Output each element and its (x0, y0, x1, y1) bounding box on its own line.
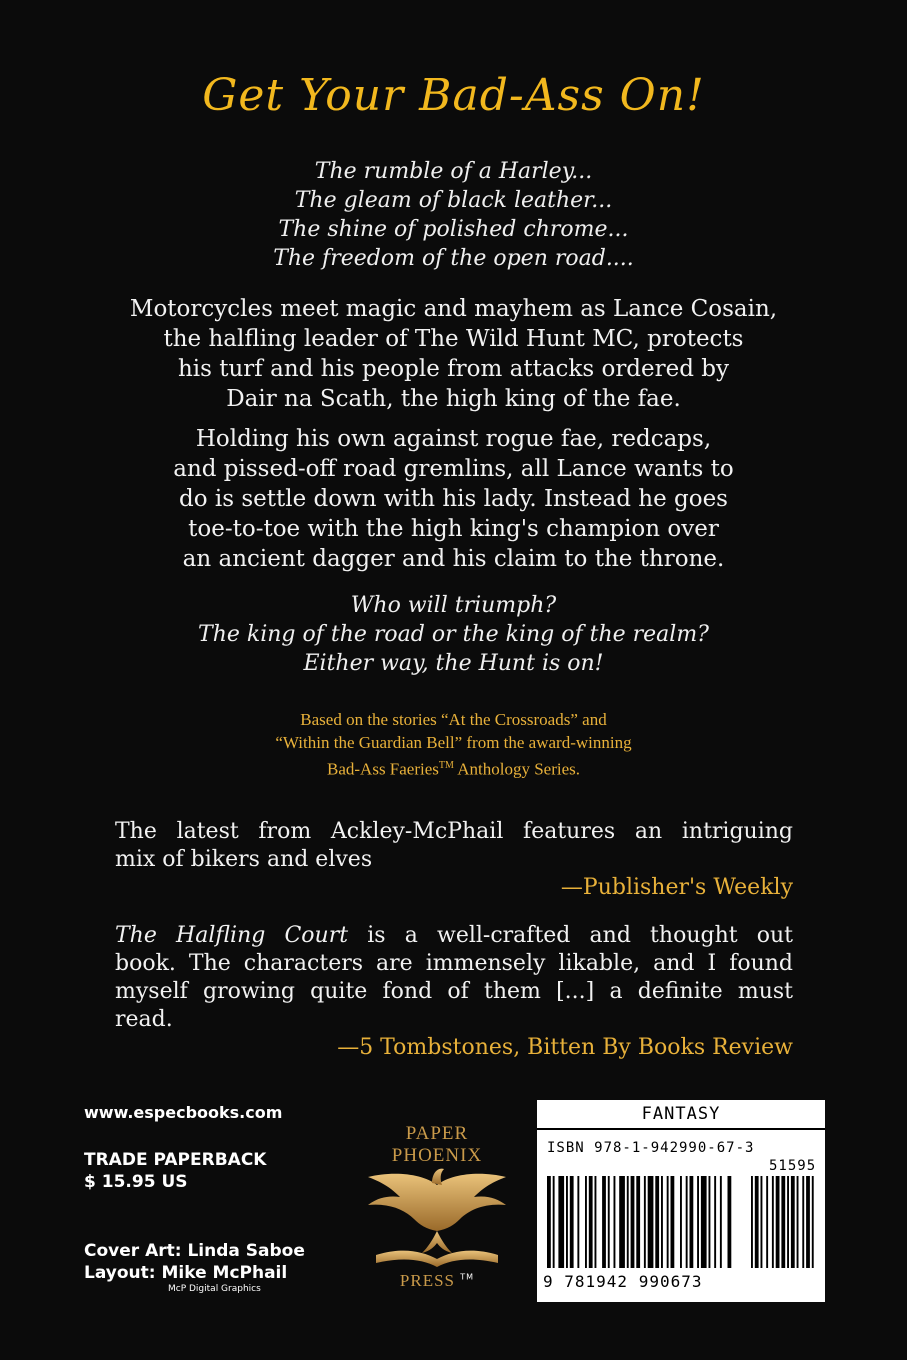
blurb-line: do is settle down with his lady. Instead he goes (179, 486, 728, 512)
blurb-line: Motorcycles meet magic and mayhem as Lance Cosain, (129, 296, 778, 322)
closing-question (0, 591, 907, 678)
barcode-bar (636, 1176, 640, 1268)
barcode-addon-bar (772, 1176, 774, 1268)
blurb-line: Dair na Scath, the high king of the fae. (226, 386, 681, 412)
question-line: Either way, the Hunt is on! (303, 651, 604, 676)
based-on-line: “Within the Guardian Bell” from the award-winning (275, 733, 632, 752)
review-line: The latest from Ackley-McPhail features an intriguing (115, 819, 793, 844)
phoenix-logo-icon (362, 1163, 512, 1273)
blurb-line: an ancient dagger and his claim to the throne. (182, 546, 725, 572)
based-on-line (0, 754, 907, 781)
barcode-bar (680, 1176, 682, 1268)
barcode-addon-bar (766, 1176, 768, 1268)
book-format: TRADE PAPERBACK (84, 1150, 267, 1170)
barcode-addon-bar (806, 1176, 810, 1268)
poem-line: The shine of polished chrome... (278, 217, 629, 242)
blurb-paragraph-1 (95, 294, 812, 414)
isbn-number: ISBN 978-1-942990-67-3 (547, 1140, 755, 1156)
trademark-mark: TM (438, 760, 454, 771)
barcode-bar (608, 1176, 610, 1268)
credits (84, 1240, 305, 1295)
review-publishers-weekly (115, 818, 793, 902)
review-text: is a well-crafted and thought out (348, 923, 793, 948)
barcode-addon-bar (761, 1176, 763, 1268)
format-price (84, 1149, 266, 1193)
barcode-bar (595, 1176, 597, 1268)
blurb-line: the halfling leader of The Wild Hunt MC, protects (163, 326, 744, 352)
question-line: Who will triumph? (350, 593, 557, 618)
publisher-logo (362, 1105, 512, 1290)
logo-line: PHOENIX (391, 1145, 483, 1166)
logo-line (362, 1271, 512, 1291)
book-price: $ 15.95 US (84, 1172, 188, 1192)
barcode-bar (701, 1176, 707, 1268)
ean-number: 9 781942 990673 (543, 1272, 703, 1291)
barcode-addon-bar (755, 1176, 759, 1268)
barcode-bar (585, 1176, 587, 1268)
barcode-bar (690, 1176, 694, 1268)
review-line (115, 922, 793, 950)
barcode-bar (661, 1176, 663, 1268)
barcode-addon-bar (751, 1176, 753, 1268)
barcode-addon-bar (812, 1176, 814, 1268)
series-name: Bad-Ass Faeries (327, 759, 439, 779)
barcode-bar (667, 1176, 669, 1268)
barcode-bar (547, 1176, 551, 1268)
barcode-bar (602, 1176, 606, 1268)
logo-line: PAPER (405, 1123, 469, 1144)
barcode-bar (720, 1176, 722, 1268)
barcode-bar (589, 1176, 593, 1268)
genre-label: FANTASY (537, 1100, 825, 1130)
opening-poem (0, 157, 907, 273)
barcode-box (537, 1100, 825, 1302)
barcode-bar (648, 1176, 654, 1268)
barcode-bar (655, 1176, 659, 1268)
review-line: mix of bikers and elves (115, 847, 373, 872)
based-on-note (0, 708, 907, 781)
barcode-bar (566, 1176, 568, 1268)
price-code: 51595 (769, 1158, 817, 1174)
based-on-line: Based on the stories “At the Crossroads” and (300, 710, 607, 729)
barcode-bar (686, 1176, 688, 1268)
review-line: book. The characters are immensely likable, and I found (115, 951, 793, 976)
barcode-bar (697, 1176, 699, 1268)
poem-line: The gleam of black leather... (294, 188, 613, 213)
blurb-paragraph-2 (95, 424, 812, 574)
barcode-addon-bar (781, 1176, 785, 1268)
question-line: The king of the road or the king of the realm? (198, 622, 709, 647)
barcode-bar (570, 1176, 574, 1268)
barcode-bar (627, 1176, 629, 1268)
website-link[interactable]: www.especbooks.com (84, 1103, 283, 1122)
cover-art-credit: Cover Art: Linda Saboe (84, 1241, 305, 1261)
headline: Get Your Bad-Ass On! (202, 70, 705, 121)
barcode-bar (553, 1176, 555, 1268)
barcode-addon-bar (776, 1176, 780, 1268)
barcode-bar (714, 1176, 716, 1268)
barcode-addon-bar (802, 1176, 804, 1268)
layout-company: McP Digital Graphics (168, 1284, 261, 1294)
poem-line: The rumble of a Harley... (314, 159, 593, 184)
barcode-bar (644, 1176, 646, 1268)
review-line: myself growing quite fond of them [...] a definite must (115, 979, 793, 1004)
barcode-addon-bar (797, 1176, 799, 1268)
barcode-icon (547, 1176, 815, 1274)
blurb-line: and pissed-off road gremlins, all Lance wants to (173, 456, 734, 482)
barcode-addon-bar (791, 1176, 795, 1268)
barcode-bar (728, 1176, 732, 1268)
barcode-bar (619, 1176, 625, 1268)
logo-tm: TM (460, 1272, 475, 1282)
barcode-bar (709, 1176, 711, 1268)
barcode-bar (577, 1176, 579, 1268)
barcode-bar (671, 1176, 675, 1268)
logo-press: PRESS (399, 1271, 456, 1290)
book-title: The Halfling Court (115, 923, 349, 948)
blurb-line: Holding his own against rogue fae, redcaps, (195, 426, 712, 452)
review-attribution: —5 Tombstones, Bitten By Books Review (337, 1035, 793, 1060)
layout-credit: Layout: Mike McPhail (84, 1263, 288, 1283)
series-suffix: Anthology Series. (453, 759, 580, 779)
barcode-bar (614, 1176, 616, 1268)
review-attribution: —Publisher's Weekly (560, 875, 793, 900)
barcode-bar (558, 1176, 564, 1268)
poem-line: The freedom of the open road.... (273, 246, 634, 271)
barcode-bar (631, 1176, 635, 1268)
review-line: read. (115, 1007, 173, 1032)
barcode-addon-bar (787, 1176, 789, 1268)
blurb-line: toe-to-toe with the high king's champion over (188, 516, 719, 542)
blurb-line: his turf and his people from attacks ordered by (177, 356, 730, 382)
review-bitten-by-books (115, 922, 793, 1062)
